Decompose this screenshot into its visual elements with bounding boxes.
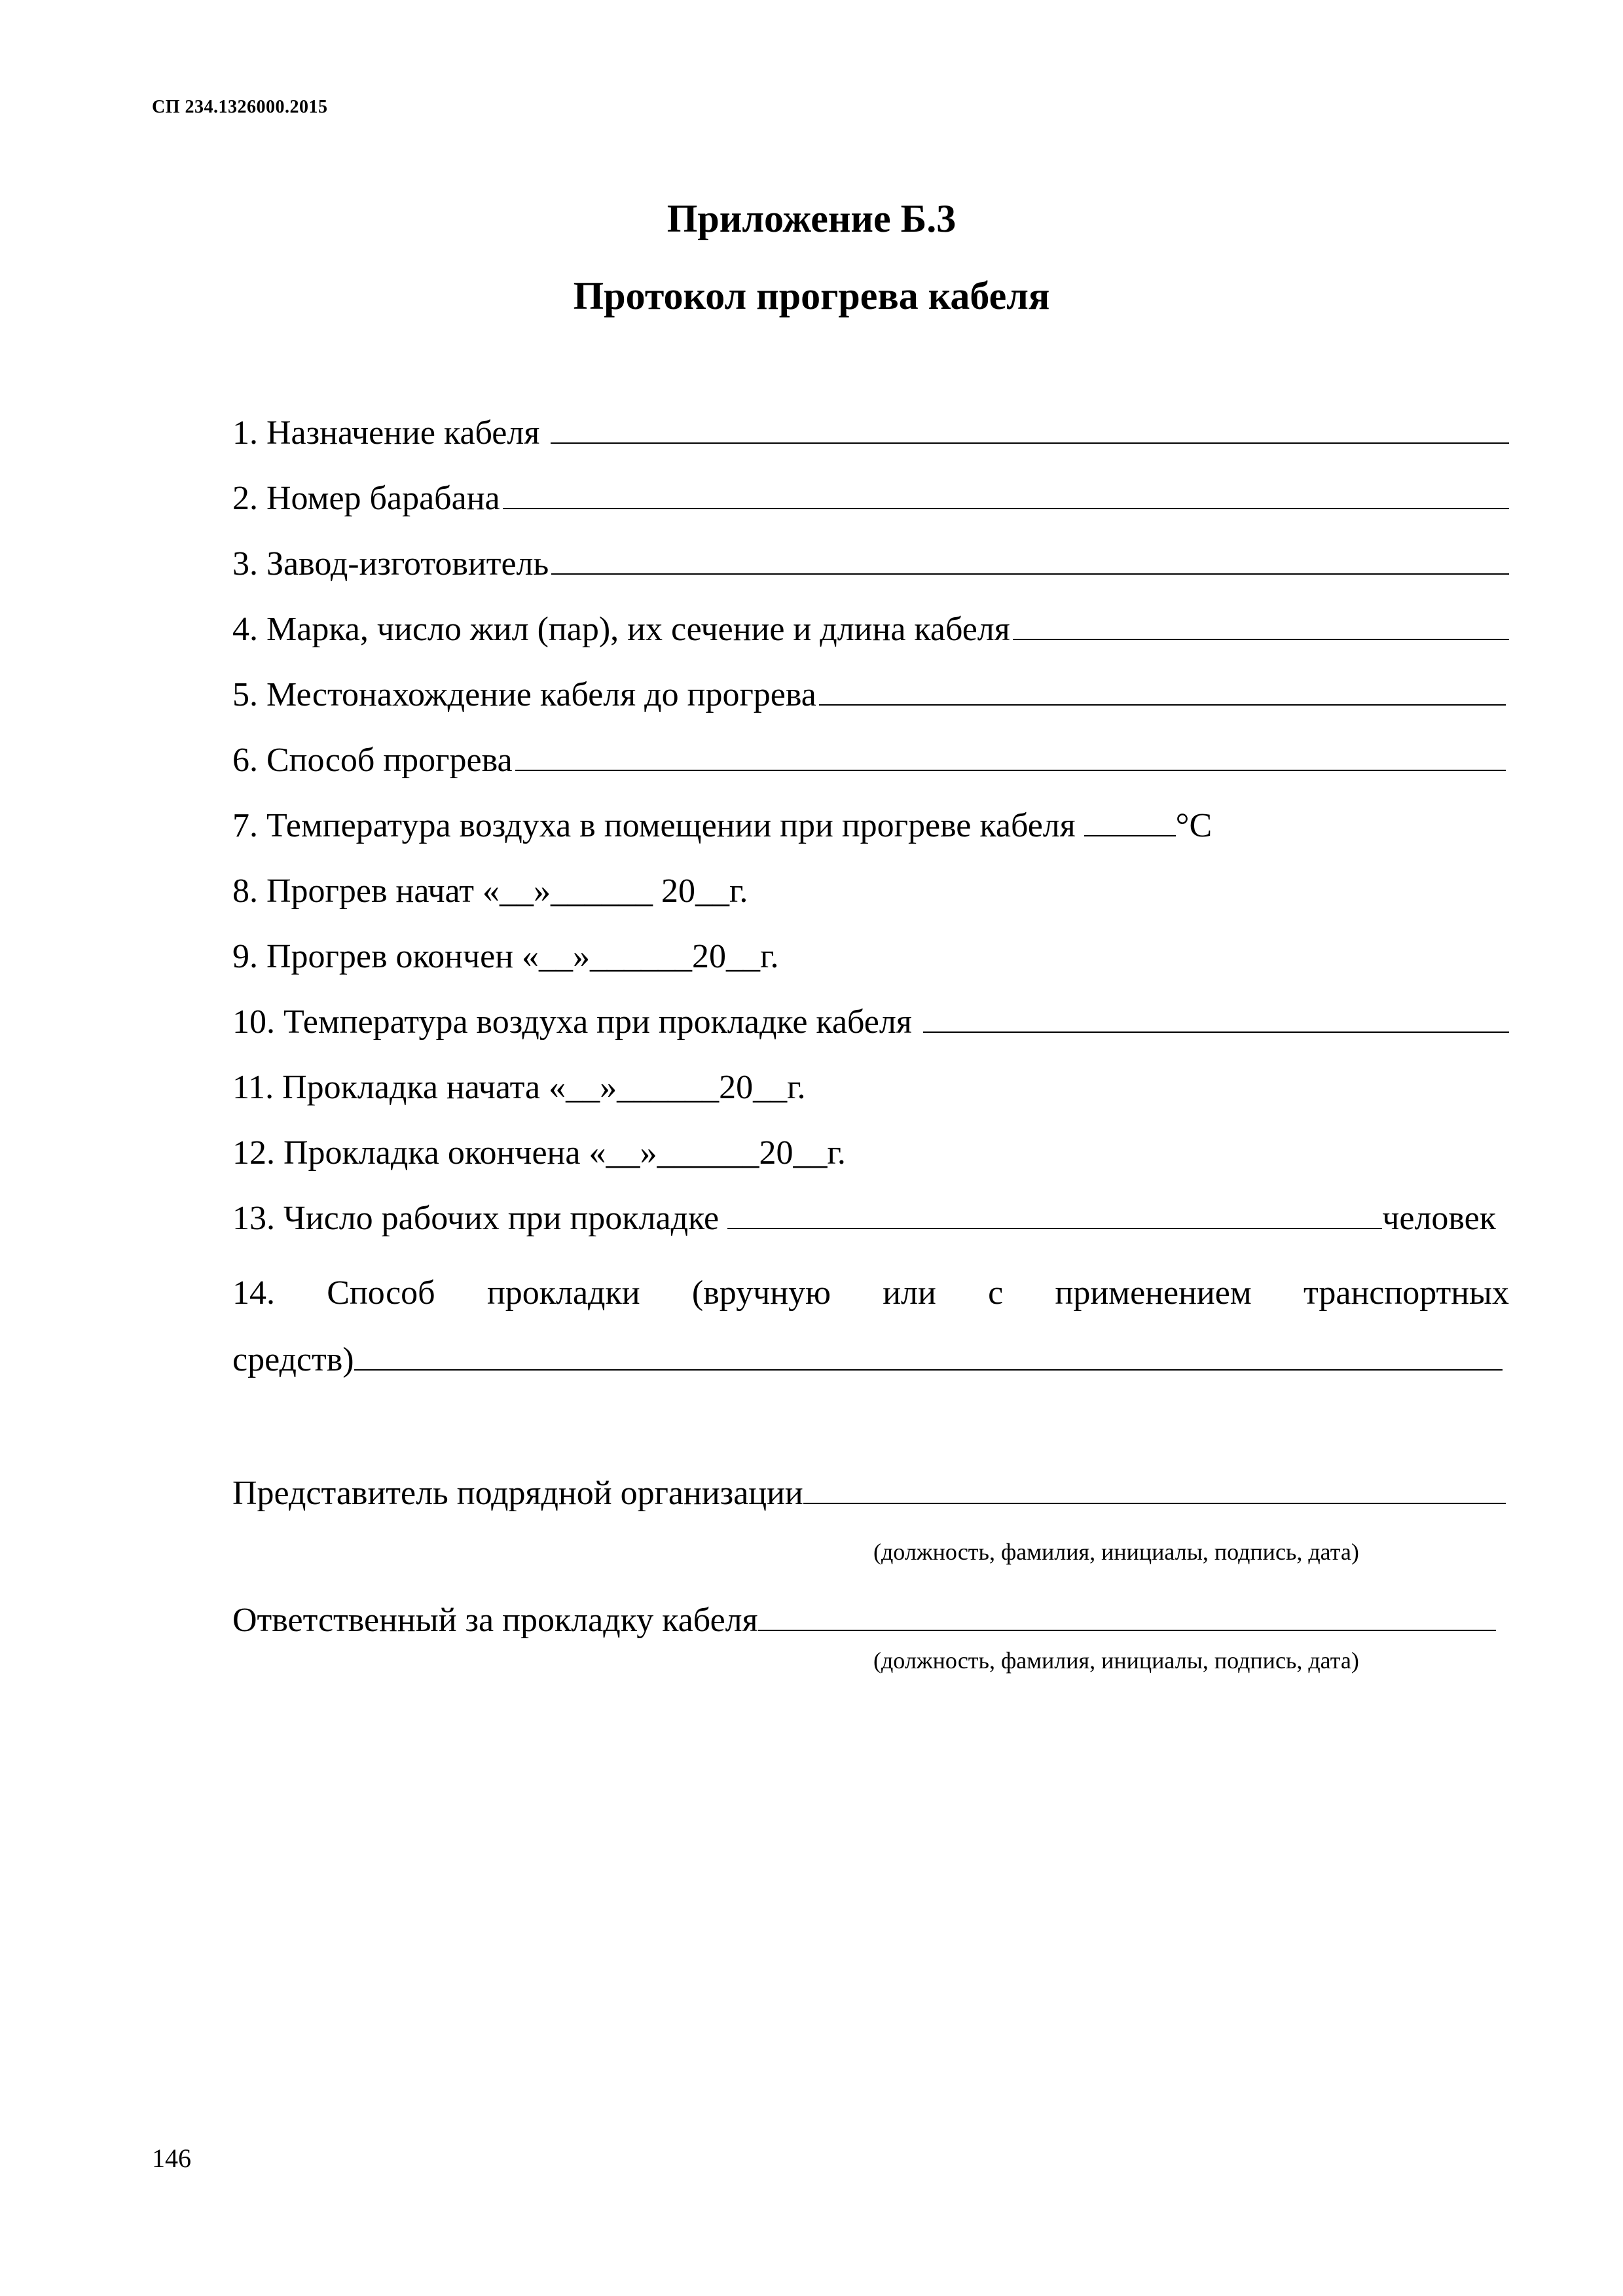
field-laying-method — [232, 1274, 1509, 1380]
continuation-line — [232, 1340, 1503, 1380]
unit-celsius: °С — [1175, 807, 1213, 844]
field-label: 1. Назначение кабеля — [232, 414, 549, 452]
page-number: 146 — [152, 2144, 191, 2173]
field-label: 4. Марка, число жил (пар), их сечение и длина кабеля — [232, 611, 1010, 648]
word: или — [883, 1274, 936, 1312]
word: Способ — [327, 1274, 435, 1312]
signature-responsible — [232, 1601, 1496, 1640]
fill-line — [1084, 806, 1176, 836]
field-label: 10. Температура воздуха при прокладке кабеля — [232, 1003, 921, 1041]
field-label: 12. Прокладка окончена «__»______20__г. — [232, 1134, 846, 1172]
field-cable-purpose — [232, 414, 1509, 453]
field-laying-temperature — [232, 1003, 1509, 1042]
word: с — [988, 1274, 1004, 1312]
field-label: 9. Прогрев окончен «__»______20__г. — [232, 938, 779, 975]
field-label: средств) — [232, 1341, 354, 1378]
signature-contractor — [232, 1474, 1506, 1513]
field-workers-count — [232, 1199, 1496, 1238]
fill-line — [551, 414, 1509, 444]
justified-line — [232, 1274, 1509, 1313]
field-drum-number — [232, 479, 1509, 518]
fill-line — [354, 1340, 1503, 1371]
signature-caption: (должность, фамилия, инициалы, подпись, дата) — [873, 1539, 1359, 1565]
unit-people: человек — [1382, 1200, 1496, 1237]
signature-line — [758, 1601, 1496, 1631]
word: 14. — [232, 1274, 275, 1312]
field-cable-location — [232, 675, 1506, 715]
word: транспортных — [1304, 1274, 1509, 1312]
field-label: 13. Число рабочих при прокладке — [232, 1200, 728, 1237]
signature-label: Представитель подрядной организации — [232, 1475, 803, 1512]
word: (вручную — [691, 1274, 831, 1312]
field-label: 3. Завод-изготовитель — [232, 545, 549, 583]
fill-line — [503, 479, 1509, 509]
fill-line — [923, 1003, 1509, 1033]
fill-line — [1013, 610, 1509, 640]
fill-line — [515, 741, 1506, 771]
signature-caption: (должность, фамилия, инициалы, подпись, дата) — [873, 1647, 1359, 1674]
word: применением — [1055, 1274, 1252, 1312]
field-heating-end — [232, 937, 779, 977]
fill-line — [551, 545, 1509, 575]
fill-line — [819, 675, 1506, 706]
document-code: СП 234.1326000.2015 — [152, 97, 328, 117]
field-room-temperature — [232, 806, 1212, 846]
word: прокладки — [486, 1274, 640, 1312]
field-cable-brand — [232, 610, 1509, 649]
field-label: 11. Прокладка начата «__»______20__г. — [232, 1069, 806, 1106]
field-laying-start — [232, 1068, 806, 1107]
field-heating-start — [232, 872, 748, 911]
appendix-title: Приложение Б.3 — [666, 197, 957, 240]
field-label: 2. Номер барабана — [232, 480, 500, 517]
signature-label: Ответственный за прокладку кабеля — [232, 1602, 758, 1639]
field-label: 7. Температура воздуха в помещении при прогреве кабеля — [232, 807, 1084, 844]
field-laying-end — [232, 1134, 846, 1173]
signature-line — [803, 1474, 1506, 1504]
fill-line — [727, 1199, 1382, 1229]
field-heating-method — [232, 741, 1506, 780]
field-label: 6. Способ прогрева — [232, 742, 513, 779]
protocol-title: Протокол прогрева кабеля — [573, 274, 1050, 317]
field-label: 8. Прогрев начат «__»______ 20__г. — [232, 872, 748, 910]
field-label: 5. Местонахождение кабеля до прогрева — [232, 676, 816, 713]
field-manufacturer — [232, 545, 1509, 584]
